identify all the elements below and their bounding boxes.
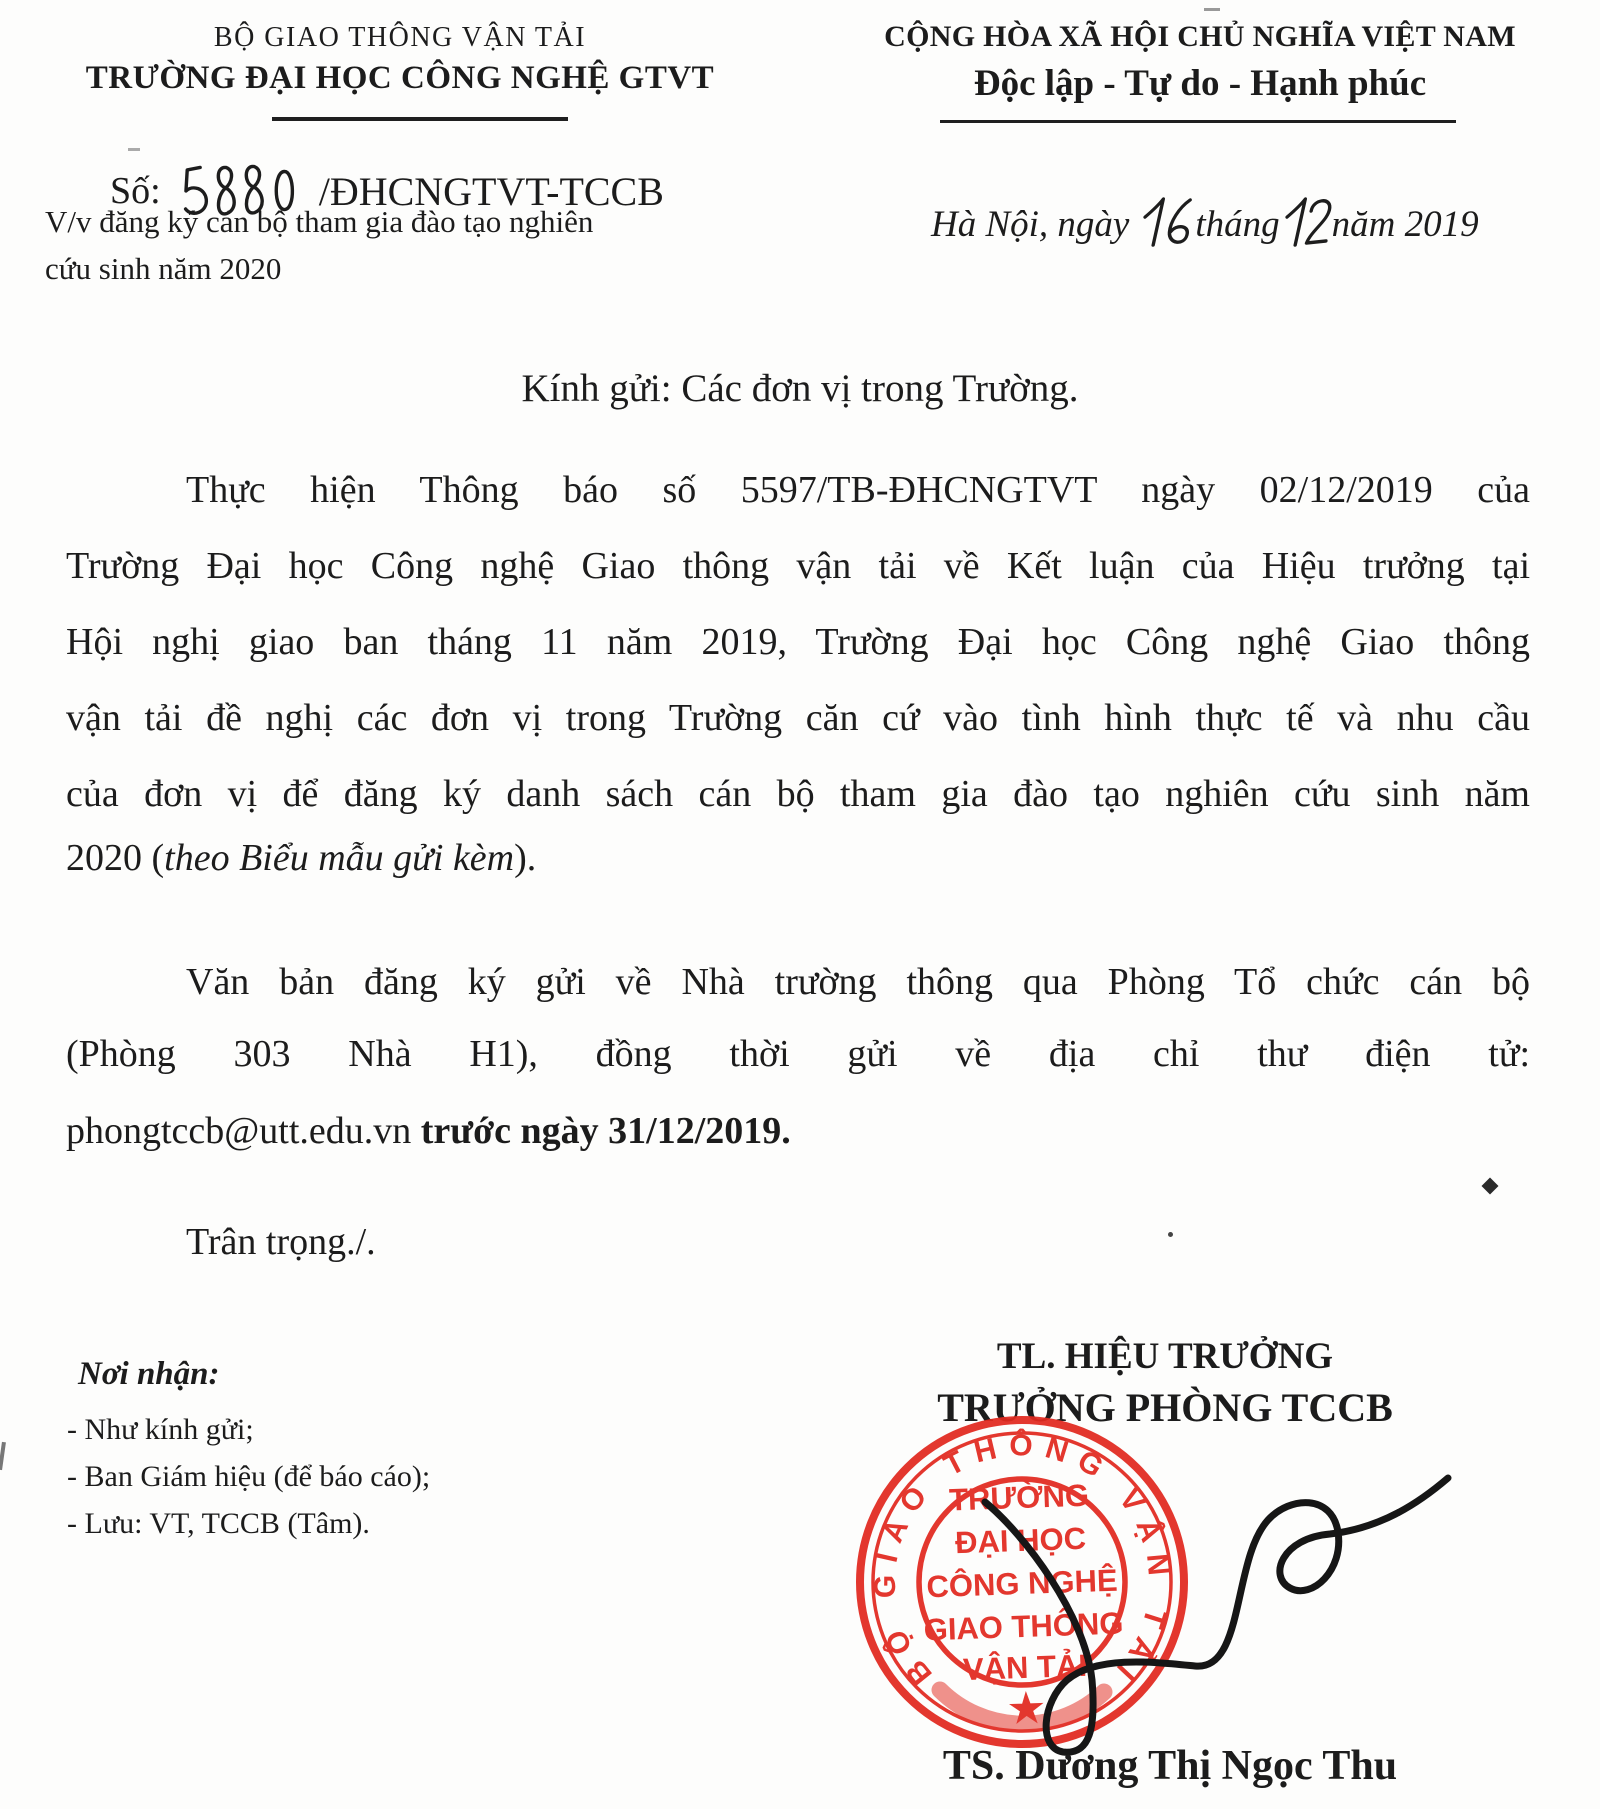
- signer-name: TS. Dương Thị Ngọc Thu: [942, 1743, 1398, 1789]
- doc-subject: [45, 198, 725, 292]
- scan-speck: [128, 148, 140, 151]
- school-name: TRƯỜNG ĐẠI HỌC CÔNG NGHỆ GTVT: [85, 60, 715, 96]
- recipients-title: Nơi nhận:: [78, 1356, 220, 1392]
- country-motto-line2: Độc lập - Tự do - Hạnh phúc: [973, 63, 1427, 104]
- stamp-center-line1: TRƯỜNG: [948, 1477, 1090, 1518]
- doc-number-label: Số:: [110, 170, 161, 212]
- sign-per-pro: TL. HIỆU TRƯỞNG: [996, 1336, 1334, 1377]
- body-p1-line5: của đơn vị để đăng ký danh sách cán bộ tham gia đào tạo nghiên cứu sinh năm: [66, 773, 1530, 815]
- header-right: [820, 20, 1580, 105]
- salutation: Kính gửi: Các đơn vị trong Trường.: [521, 367, 1079, 410]
- doc-subject-line1: V/v đăng ký cán bộ tham gia đào tạo nghiên: [45, 204, 594, 239]
- body-p1-line2: Trường Đại học Công nghệ Giao thông vận tải về Kết luận của Hiệu trưởng tại: [66, 545, 1530, 587]
- closing: Trân trọng./.: [186, 1221, 376, 1263]
- body-p2-line2: (Phòng 303 Nhà H1), đồng thời gửi về địa chỉ thư điện tử:: [66, 1033, 1530, 1075]
- body-p1-line4: vận tải đề nghị các đơn vị trong Trường căn cứ vào tình hình thực tế và nhu cầu: [66, 697, 1530, 739]
- doc-subject-line2: cứu sinh năm 2020: [45, 251, 282, 286]
- header-right-underline: [940, 120, 1456, 123]
- scan-speck: [0, 1442, 6, 1470]
- date-nam: năm 2019: [1331, 203, 1479, 245]
- handwritten-day: [1139, 195, 1193, 247]
- recipient-item: - Như kính gửi;: [67, 1413, 254, 1446]
- scan-speck: [1482, 1178, 1499, 1195]
- body-p1-line1: Thực hiện Thông báo số 5597/TB-ĐHCNGTVT ngày 02/12/2019 của: [186, 469, 1530, 511]
- stamp-star-icon: ★: [1007, 1686, 1046, 1732]
- body-p1-line3: Hội nghị giao ban tháng 11 năm 2019, Trường Đại học Công nghệ Giao thông: [66, 621, 1530, 663]
- header-left: [40, 22, 760, 97]
- place-date-line: [931, 196, 1479, 252]
- handwritten-month: [1282, 195, 1332, 247]
- body-p2-line3: [66, 1107, 791, 1155]
- country-motto-line1: CỘNG HÒA XÃ HỘI CHỦ NGHĨA VIỆT NAM: [884, 20, 1516, 53]
- email-address: phongtccb@utt.edu.vn: [66, 1110, 421, 1152]
- body-p1-line6-start: 2020 (: [66, 837, 165, 879]
- recipient-item: - Ban Giám hiệu (để báo cáo);: [67, 1460, 431, 1493]
- stamp-center-line2: ĐẠI HỌC: [954, 1520, 1087, 1561]
- stamp-center-line4: GIAO THÔNG: [923, 1605, 1124, 1648]
- header-left-underline: [272, 117, 568, 121]
- stamp-center-line5: VẬN TẢI: [962, 1647, 1088, 1688]
- recipients-list: [67, 1406, 430, 1547]
- scan-speck: [1204, 8, 1220, 11]
- stamp-center-line3: CÔNG NGHỆ: [925, 1562, 1119, 1605]
- deadline-bold: trước ngày 31/12/2019.: [420, 1110, 791, 1152]
- recipient-item: - Lưu: VT, TCCB (Tâm).: [67, 1507, 370, 1540]
- body-p1-line6-end: ).: [514, 837, 537, 879]
- sign-position: TRƯỞNG PHÒNG TCCB: [937, 1385, 1393, 1430]
- doc-number-code: /ĐHCNGTVT-TCCB: [318, 168, 664, 214]
- scan-speck: [1168, 1232, 1173, 1237]
- body-p2-line1: Văn bản đăng ký gửi về Nhà trường thông qua Phòng Tổ chức cán bộ: [186, 961, 1530, 1003]
- date-prefix: Hà Nội, ngày: [931, 203, 1130, 245]
- ministry-name: BỘ GIAO THÔNG VẬN TẢI: [213, 22, 587, 53]
- stamp-ring-text: BỘ GIAO THÔNG VẬN TẢI: [868, 1429, 1176, 1695]
- body-p1-line6: [66, 834, 536, 882]
- body-p1-line6-italic: theo Biểu mẫu gửi kèm: [164, 837, 515, 879]
- date-thang: tháng: [1195, 203, 1280, 245]
